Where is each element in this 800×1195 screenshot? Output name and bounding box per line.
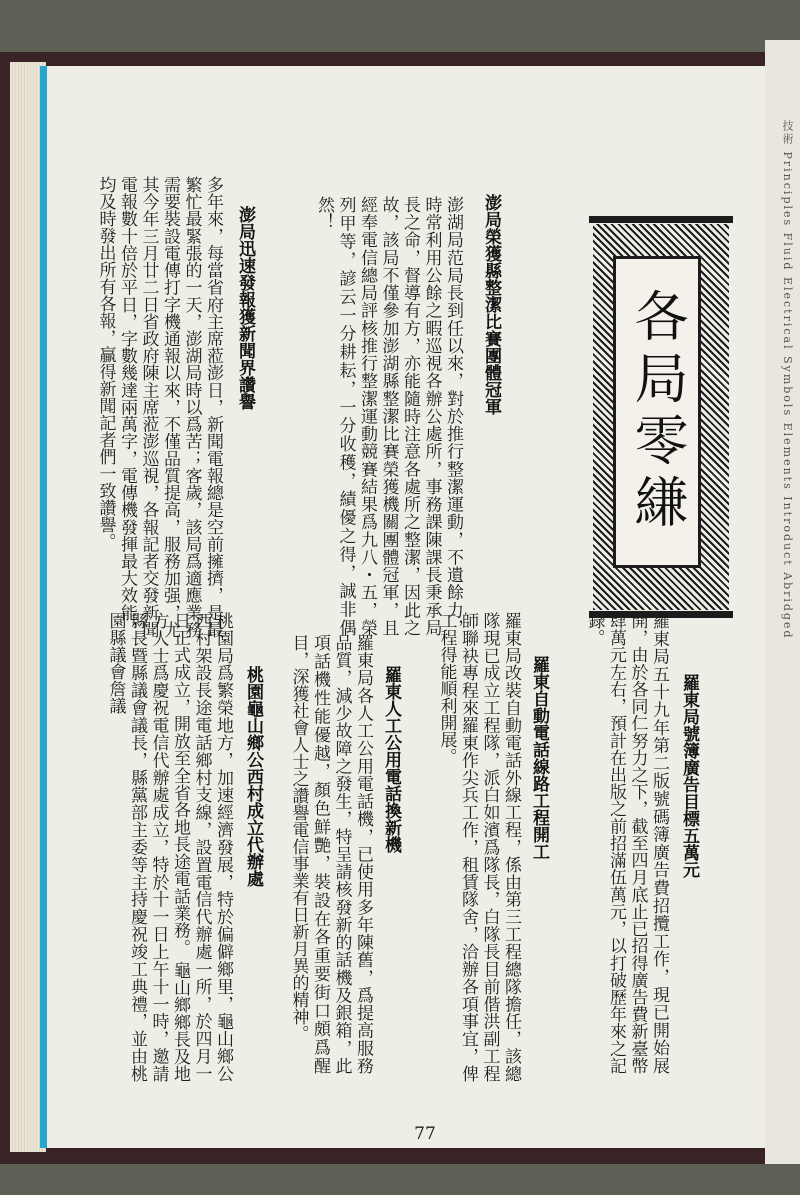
article-3-title: 羅東局號簿廣告目標五萬元	[679, 674, 699, 878]
next-page-fragment: 技術 Principles Fluid Electrical Symbols Elements Introduct Abridged	[781, 120, 794, 640]
article-5-body: 羅東局各人工公用電話機，已使用多年陳舊，爲提高服務品質，減少故障之發生，特呈請核發新的話機及銀箱，此項話機性能優越，顏色鮮艷，裝設在各重要街口頗爲醒目，深獲社會人士之讚譽電信事業有日新月異的精神。	[288, 634, 373, 1074]
article-4-title: 羅東自動電話線路工程開工	[529, 656, 549, 860]
article-6-body: 桃園局爲繁榮地方，加速經濟發展，特於偏僻鄉里，龜山鄉公西村架設長途電話鄉村支線，設置電信代辦處一所，於四月一日正式成立，開放至全省各地長途電話業務。 龜山鄉鄉長及地方人士爲慶祝電信代辦處成立，特於十一日上午十一時，邀請縣長暨縣議會議長，縣黨部主委等主持慶祝竣工典禮，並由桃園縣議會詹議	[105, 612, 233, 1082]
section-title: 各局零縑	[626, 288, 689, 536]
article-3-body: 羅東局五十九年第二版號碼簿廣告費招攬工作，現已開始展開，由於各同仁努力之下，截至四月底止已招得廣告費新臺幣肆萬元左右，預計在出版之前招滿伍萬元，以打破歷年來之記錄。	[584, 612, 669, 1074]
article-5-title: 羅東人工公用電話換新機	[381, 666, 401, 853]
scroll-panel	[613, 256, 701, 568]
scroll-rod-top	[589, 216, 733, 223]
page-number: 77	[414, 1124, 436, 1144]
section-title-scroll	[589, 216, 733, 618]
article-1-body: 澎湖局范局長到任以來，對於推行整潔運動，不遺餘力，時常利用公餘之暇巡視各辦公處所，事務課陳課長秉承局長之命，督導有方，亦能隨時注意各處所之整潔，因此之故，該局不僅參加澎湖縣整潔比賽榮獲機關團體冠軍，且經奉電信總局評核推行整潔運動競賽結果爲九八・五，榮列甲等，諺云一分耕耘，一分收穫，績優之得，誠非偶然！	[314, 196, 463, 636]
article-1-title: 澎局榮獲縣整潔比賽團體冠軍	[481, 194, 501, 415]
article-2-title: 澎局迅速發報獲新聞界讚譽	[235, 206, 255, 410]
page-edge-marker	[40, 66, 47, 1148]
document-page	[47, 66, 765, 1148]
article-2-body: 多年來，每當省府主席蒞澎日，新聞電報總是空前擁擠，是最繁忙最緊張的一天，澎湖局時以爲苦；客歲，該局爲適應業務需要裝設電傳打字機通報以來，不僅品質提高，服務加强，尤其今年三月廿二日省政府陳主席蒞澎巡視，各報記者交發新聞電報數十倍於平日，字數幾達兩萬字，電傳機發揮最大效能，均及時發出所有各報，贏得新聞記者們一致讚譽。	[95, 176, 223, 638]
article-4-body: 羅東局改裝自動電話外線工程，係由第三工程總隊擔任，該總隊現已成立工程隊，派白如濱爲隊長，白隊長目前偕洪副工程師聯袂專程來羅東作尖兵工作，租賃隊舍，洽辦各項事宜，俾工程得能順利開展。	[436, 612, 521, 1082]
next-page-edge	[765, 40, 800, 1164]
article-6-title: 桃園龜山鄉公西村成立代辦處	[243, 666, 263, 887]
